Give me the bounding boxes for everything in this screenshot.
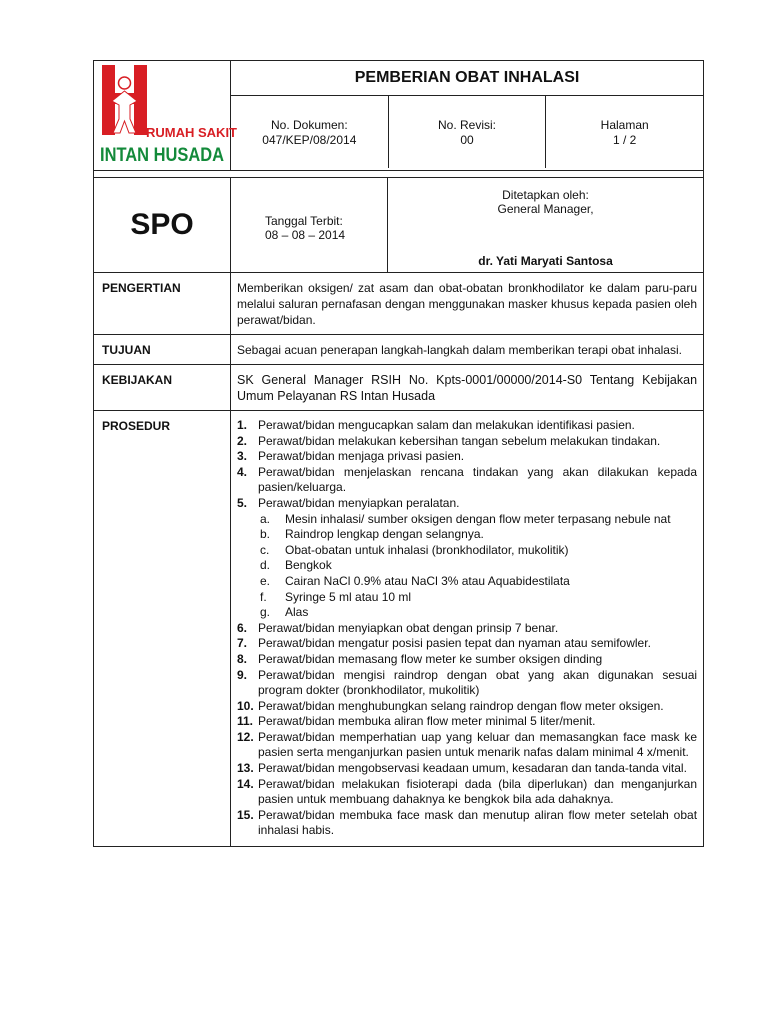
equipment-item: [258, 574, 697, 590]
approver-name: dr. Yati Maryati Santosa: [478, 254, 613, 268]
equipment-text: Raindrop lengkap dengan selangnya.: [285, 527, 484, 542]
equipment-letter: b.: [260, 527, 271, 542]
equipment-text: Cairan NaCl 0.9% atau NaCl 3% atau Aquabidestilata: [285, 573, 570, 588]
step-number: 8.: [237, 651, 248, 666]
step-number: 2.: [237, 433, 248, 448]
equipment-text: Bengkok: [285, 558, 332, 573]
hospital-logo-icon: [96, 61, 237, 166]
kebijakan-text: SK General Manager RSIH No. Kpts-0001/00000/2014-S0 Tentang Kebijakan Umum Pelayanan RS Intan Husada: [231, 365, 704, 411]
approval-label: Ditetapkan oleh:: [502, 188, 589, 202]
step-text: Perawat/bidan menghubungkan selang raindrop dengan flow meter oksigen.: [258, 698, 664, 713]
step-number: 12.: [237, 729, 254, 744]
equipment-letter: a.: [260, 511, 271, 526]
step-number: 6.: [237, 620, 248, 635]
step-number: 14.: [237, 776, 254, 791]
equipment-text: Mesin inhalasi/ sumber oksigen dengan flow meter terpasang nebule nat: [285, 511, 671, 526]
equipment-letter: d.: [260, 558, 271, 573]
step-text: Perawat/bidan memasang flow meter ke sumber oksigen dinding: [258, 651, 603, 666]
step-number: 1.: [237, 418, 248, 432]
step-number: 3.: [237, 449, 248, 464]
step-text: Perawat/bidan membuka aliran flow meter minimal 5 liter/menit.: [258, 714, 596, 729]
step-text: Perawat/bidan menyiapkan obat dengan prinsip 7 benar.: [258, 620, 559, 635]
logo-text-intan-husada: INTAN HUSADA: [100, 144, 224, 166]
procedure-step: [237, 496, 697, 621]
document-number: [231, 96, 388, 168]
step-number: 7.: [237, 636, 248, 651]
equipment-item: [258, 512, 697, 528]
step-text: Perawat/bidan membuka face mask dan menutup aliran flow meter setelah obat inhalasi habis.: [258, 807, 698, 838]
equipment-item: [258, 605, 697, 621]
procedure-step: [237, 434, 697, 450]
kebijakan-label: KEBIJAKAN: [94, 365, 231, 411]
procedure-steps: [237, 418, 697, 839]
tujuan-text: Sebagai acuan penerapan langkah-langkah dalam memberikan terapi obat inhalasi.: [231, 335, 704, 365]
procedure-step: [237, 636, 697, 652]
step-text: Perawat/bidan menyiapkan peralatan.: [258, 495, 460, 510]
step-text: Perawat/bidan menjelaskan rencana tindakan yang akan dilakukan kepada pasien/keluarga.: [258, 464, 698, 495]
logo-text-rumah-sakit: RUMAH SAKIT: [146, 125, 237, 140]
step-text: Perawat/bidan mengucapkan salam dan melakukan identifikasi pasien.: [258, 418, 635, 432]
equipment-item: [258, 558, 697, 574]
prosedur-label: PROSEDUR: [94, 411, 231, 847]
approval: [388, 178, 704, 273]
page-number: [545, 96, 703, 168]
issue-date-value: 08 – 08 – 2014: [265, 228, 346, 242]
document-title: PEMBERIAN OBAT INHALASI: [231, 61, 704, 96]
revision-value: 00: [460, 133, 474, 147]
prosedur-content: [231, 411, 704, 847]
equipment-item: [258, 527, 697, 543]
document-number-label: No. Dokumen:: [270, 118, 348, 132]
equipment-letter: e.: [260, 573, 271, 588]
revision-label: No. Revisi:: [438, 118, 497, 132]
procedure-step: [237, 465, 697, 496]
spo-document: [93, 60, 703, 847]
revision-number: [388, 96, 546, 168]
step-number: 15.: [237, 807, 254, 822]
procedure-step: [237, 699, 697, 715]
step-text: Perawat/bidan mengatur posisi pasien tepat dan nyaman atau semifowler.: [258, 636, 651, 651]
equipment-letter: c.: [260, 542, 270, 557]
step-text: Perawat/bidan mengobservasi keadaan umum, kesadaran dan tanda-tanda vital.: [258, 761, 687, 776]
procedure-step: [237, 449, 697, 465]
page-value: 1 / 2: [613, 133, 637, 147]
equipment-list: [258, 512, 697, 621]
page-label: Halaman: [600, 118, 649, 132]
equipment-text: Syringe 5 ml atau 10 ml: [285, 589, 412, 604]
procedure-step: [237, 652, 697, 668]
step-text: Perawat/bidan melakukan fisioterapi dada (bila diperlukan) dan menganjurkan pasien untuk membuang dahaknya ke bengkok bila ada dahaknya.: [258, 776, 698, 807]
equipment-text: Obat-obatan untuk inhalasi (bronkhodilator, mukolitik): [285, 542, 569, 557]
document-meta: [231, 96, 704, 171]
document-number-value: 047/KEP/08/2014: [262, 133, 357, 147]
step-text: Perawat/bidan menjaga privasi pasien.: [258, 449, 465, 464]
equipment-item: [258, 590, 697, 606]
procedure-step: [237, 621, 697, 637]
tujuan-label: TUJUAN: [94, 335, 231, 365]
spo-label: SPO: [94, 178, 231, 273]
pengertian-text: Memberikan oksigen/ zat asam dan obat-obatan bronkhodilator ke dalam paru-paru melalui saluran pernafasan dengan menggunakan masker khusus kepada pasien oleh perawat/bidan.: [231, 273, 704, 335]
spo-table: [93, 60, 704, 847]
pengertian-label: PENGERTIAN: [94, 273, 231, 335]
procedure-step: [237, 668, 697, 699]
equipment-text: Alas: [285, 605, 309, 620]
procedure-step: [237, 761, 697, 777]
equipment-letter: f.: [260, 589, 267, 604]
equipment-item: [258, 543, 697, 559]
hospital-logo: [94, 61, 237, 171]
step-number: 11.: [237, 714, 254, 729]
procedure-step: [237, 714, 697, 730]
step-number: 13.: [237, 761, 254, 776]
issue-date-label: Tanggal Terbit:: [265, 214, 343, 228]
approval-role: General Manager,: [497, 202, 594, 216]
step-text: Perawat/bidan melakukan kebersihan tangan sebelum melakukan tindakan.: [258, 433, 661, 448]
procedure-step: [237, 777, 697, 808]
procedure-step: [237, 418, 697, 434]
step-text: Perawat/bidan memperhatian uap yang keluar dan memasangkan face mask ke pasien serta menganjurkan pasien untuk menarik nafas dalam minimal 4 x/menit.: [258, 729, 698, 760]
step-number: 9.: [237, 667, 248, 682]
step-text: Perawat/bidan mengisi raindrop dengan obat yang akan digunakan sesuai program dokter (bronkhodilator, mukolitik): [258, 667, 698, 698]
step-number: 5.: [237, 495, 248, 510]
procedure-step: [237, 730, 697, 761]
issue-date: [231, 178, 388, 273]
step-number: 10.: [237, 698, 254, 713]
step-number: 4.: [237, 464, 248, 479]
procedure-step: [237, 808, 697, 839]
equipment-letter: g.: [260, 605, 271, 620]
